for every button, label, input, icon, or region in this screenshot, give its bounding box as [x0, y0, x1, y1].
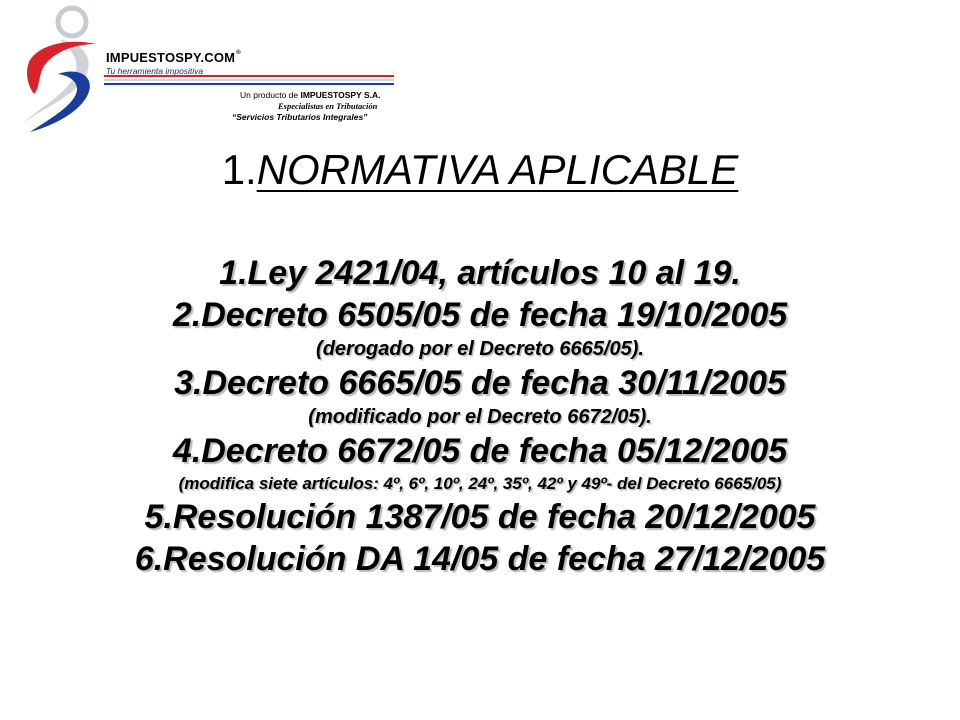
regulation-list	[0, 252, 960, 580]
regulation-item-1: 1.Ley 2421/04, artículos 10 al 19.	[219, 254, 741, 292]
slide-title-number: 1.	[221, 146, 257, 193]
brand-name	[106, 50, 241, 65]
impuestospy-logo	[0, 0, 400, 140]
regulation-item-2: 2.Decreto 6505/05 de fecha 19/10/2005	[172, 296, 788, 334]
regulation-item-4-note: (modifica siete artículos: 4º, 6º, 10º, 24º, 35º, 42º y 49º- del Decreto 6665/05)	[178, 474, 782, 493]
impuestospy-logo-mark	[0, 0, 104, 136]
product-company: IMPUESTOSPY S.A.	[300, 90, 381, 100]
brand-product-line	[240, 90, 380, 100]
registered-mark: ®	[236, 50, 241, 56]
brand-stripes	[100, 74, 398, 88]
regulation-item-6: 6.Resolución DA 14/05 de fecha 27/12/2005	[134, 540, 826, 578]
product-prefix: Un producto de	[240, 90, 301, 100]
regulation-item-2-note: (derogado por el Decreto 6665/05).	[316, 338, 644, 360]
slide-title-text: NORMATIVA APLICABLE	[256, 146, 739, 193]
brand-tagline: Tu herramienta impositiva	[106, 66, 204, 76]
regulation-item-3-note: (modificado por el Decreto 6672/05).	[308, 406, 652, 428]
regulation-item-4: 4.Decreto 6672/05 de fecha 05/12/2005	[172, 432, 788, 470]
regulation-item-5: 5.Resolución 1387/05 de fecha 20/12/2005	[144, 498, 816, 536]
brand-specialists: Especialistas en Tributación	[278, 101, 378, 111]
slide-title	[0, 143, 960, 197]
brand-name-text: IMPUESTOSPY.COM	[106, 50, 236, 65]
regulation-item-3: 3.Decreto 6665/05 de fecha 30/11/2005	[174, 364, 786, 402]
brand-services: “Servicios Tributarios Integrales”	[232, 112, 368, 122]
